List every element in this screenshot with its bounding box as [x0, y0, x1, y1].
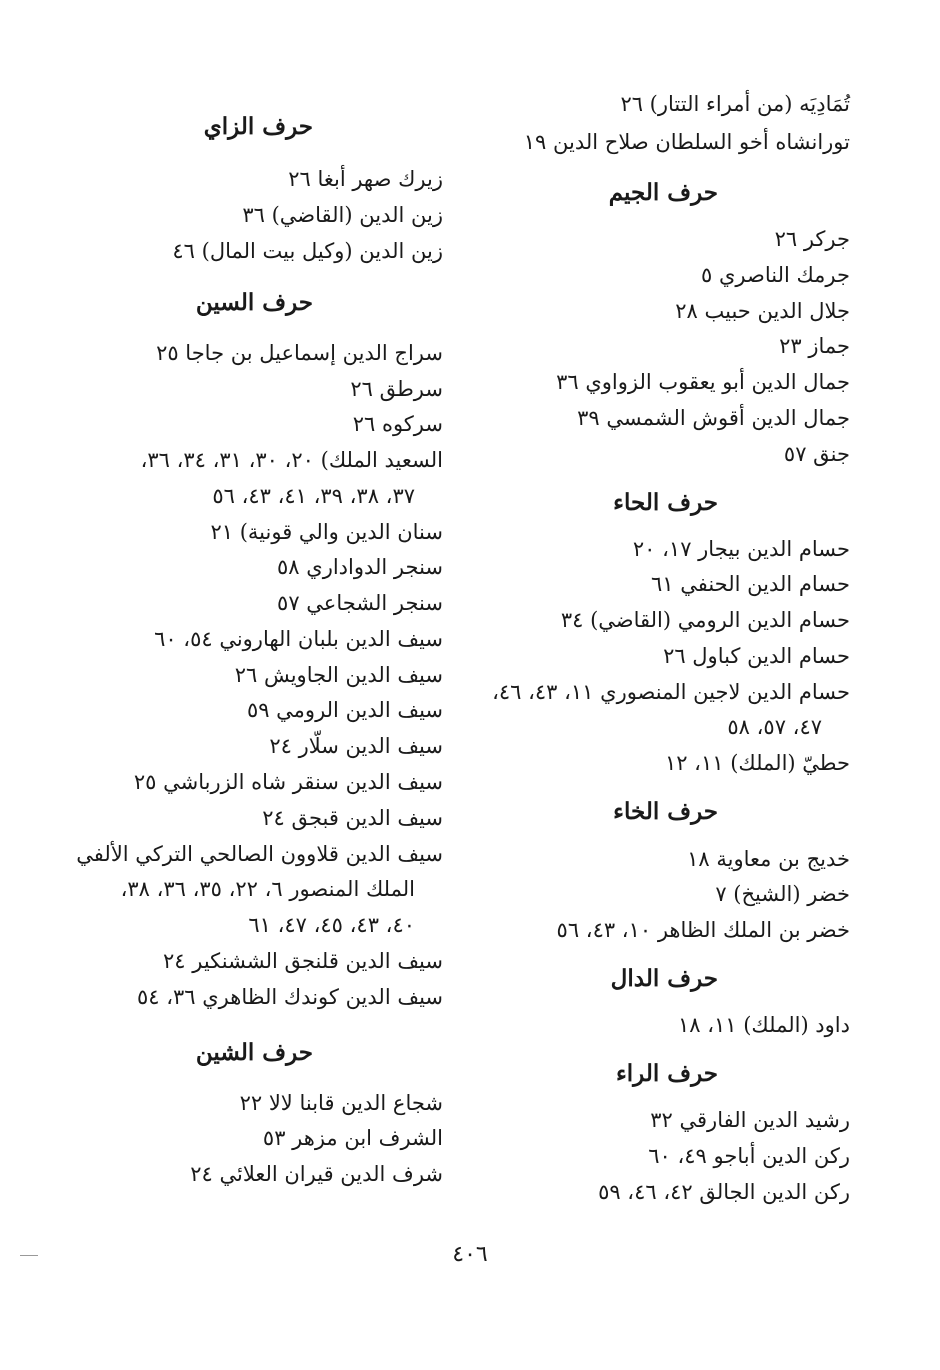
- page-number: ٤٠٦: [452, 1242, 488, 1267]
- index-entry: السعيد الملك) ٢٠، ٣٠، ٣١، ٣٤، ٣٦،: [140, 448, 443, 472]
- index-entry: سيف الدين سلّار ٢٤: [269, 734, 443, 758]
- section-heading-shin: حرف الشين: [195, 1039, 313, 1066]
- index-entry: رشيد الدين الفارقي ٣٢: [650, 1108, 850, 1132]
- index-entry: تورانشاه أخو السلطان صلاح الدين ١٩: [523, 130, 850, 154]
- index-entry: سيف الدين سنقر شاه الزرباشي ٢٥: [133, 770, 443, 794]
- index-entry: سركوه ٢٦: [352, 412, 443, 436]
- index-entry: الشرف ابن مزهر ٥٣: [262, 1126, 443, 1150]
- index-entry: داود (الملك) ١١، ١٨: [677, 1013, 850, 1037]
- index-entry: سنجر الشجاعي ٥٧: [277, 591, 443, 615]
- index-entry: جمال الدين أبو يعقوب الزواوي ٣٦: [556, 370, 850, 394]
- section-heading-ra: حرف الراء: [615, 1060, 718, 1087]
- index-entry: حسام الدين كباول ٢٦: [663, 644, 850, 668]
- section-heading-jim: حرف الجيم: [608, 179, 718, 206]
- index-entry: حسام الدين الرومي (القاضي) ٣٤: [560, 608, 850, 632]
- index-entry: حطيّ (الملك) ١١، ١٢: [664, 751, 850, 775]
- index-entry: حسام الدين بيجار ١٧، ٢٠: [632, 537, 850, 561]
- index-entry: زين الدين (وكيل بيت المال) ٤٦: [172, 239, 443, 263]
- index-entry: سيف الدين قبجق ٢٤: [262, 806, 443, 830]
- index-entry: سيف الدين الرومي ٥٩: [246, 698, 443, 722]
- index-entry: جماز ٢٣: [779, 334, 850, 358]
- section-heading-sin: حرف السين: [195, 289, 313, 316]
- section-heading-dal: حرف الدال: [610, 965, 718, 992]
- index-entry: سيف الدين الجاويش ٢٦: [234, 663, 443, 687]
- index-entry: تُمَادِيَه (من أمراء التتار) ٢٦: [620, 92, 850, 116]
- index-entry: سرطق ٢٦: [350, 377, 443, 401]
- index-entry: سيف الدين كوندك الظاهري ٣٦، ٥٤: [136, 985, 443, 1009]
- index-entry: جنق ٥٧: [783, 442, 850, 466]
- scan-mark: [20, 1255, 38, 1256]
- index-entry: ركن الدين الجالق ٤٢، ٤٦، ٥٩: [598, 1180, 850, 1204]
- index-entry-continuation: ٤٧، ٥٧، ٥٨: [727, 715, 822, 739]
- index-entry-continuation: ٤٠، ٤٣، ٤٥، ٤٧، ٦١: [248, 913, 415, 937]
- index-entry: زين الدين (القاضي) ٣٦: [242, 203, 443, 227]
- section-heading-zay: حرف الزاي: [203, 113, 313, 140]
- index-entry: ركن الدين أباجو ٤٩، ٦٠: [648, 1144, 850, 1168]
- index-entry: سيف الدين قلاوون الصالحي التركي الألفي: [76, 842, 443, 866]
- index-entry: سراج الدين إسماعيل بن جاجا ٢٥: [156, 341, 443, 365]
- index-entry: حسام الدين الحنفي ٦١: [650, 572, 850, 596]
- index-entry: سيف الدين بلبان الهاروني ٥٤، ٦٠: [154, 627, 443, 651]
- index-entry: شرف الدين قيران العلائي ٢٤: [190, 1162, 443, 1186]
- index-entry: زيرك صهر أبغا ٢٦: [288, 167, 443, 191]
- index-entry: خضر بن الملك الظاهر ١٠، ٤٣، ٥٦: [556, 918, 850, 942]
- index-entry: جركر ٢٦: [774, 227, 850, 251]
- section-heading-ha: حرف الحاء: [613, 489, 718, 516]
- index-entry-continuation: ٣٧، ٣٨، ٣٩، ٤١، ٤٣، ٥٦: [212, 484, 415, 508]
- index-entry: سنجر الدواداري ٥٨: [277, 555, 443, 579]
- index-entry: جلال الدين حبيب ٢٨: [675, 299, 850, 323]
- index-entry: جمال الدين أقوش الشمسي ٣٩: [577, 406, 850, 430]
- index-entry: سيف الدين قلنجق الششنكير ٢٤: [163, 949, 443, 973]
- index-entry: سنان الدين والي قونية) ٢١: [210, 520, 443, 544]
- index-entry-continuation: الملك المنصور ٦، ٢٢، ٣٥، ٣٦، ٣٨،: [120, 877, 415, 901]
- index-entry: جرمك الناصري ٥: [701, 263, 850, 287]
- index-entry: شجاع الدين قابنا لالا ٢٢: [239, 1091, 443, 1115]
- index-entry: حسام الدين لاجين المنصوري ١١، ٤٣، ٤٦،: [492, 680, 850, 704]
- index-entry: خديج بن معاوية ١٨: [687, 847, 850, 871]
- index-entry: خضر (الشيخ) ٧: [715, 882, 850, 906]
- section-heading-kha: حرف الخاء: [613, 798, 718, 825]
